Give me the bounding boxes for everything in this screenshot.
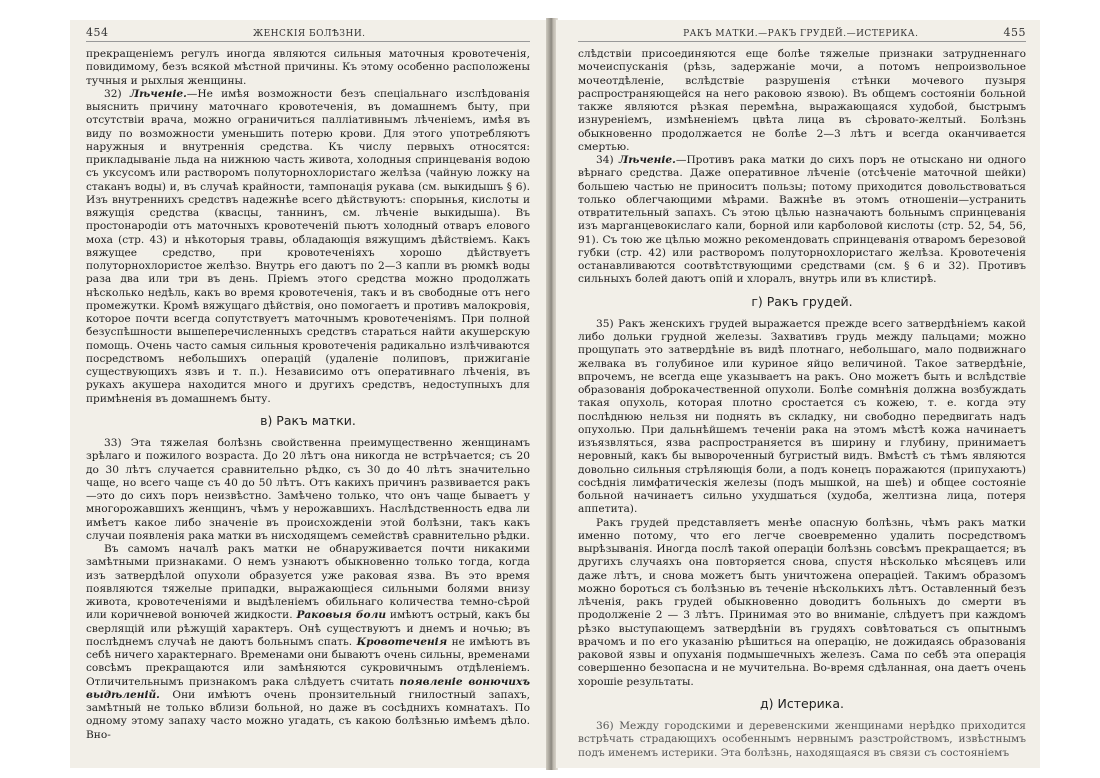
paragraph-text: Въ самомъ началѣ ракъ матки не обнаруживается почти никакими замѣтными признаками. О немъ узнаютъ обыкновенно только тогда, когда изъ затвердѣлой опухоли образуется уже раковая язва. Въ это время появляются тяжелые припадки, выражающіеся сильными болями внизу живота, кровотеченіями и выдѣленіемъ обильнаго количества темно-сѣрой или коричневой вонючей жидкости.: [86, 543, 530, 622]
right-page-number: 455: [1003, 26, 1026, 39]
italic-term-pains: Раковыя боли: [296, 609, 387, 622]
heading-treatment: Лѣченіе.: [129, 87, 187, 100]
left-page-number: 454: [86, 26, 109, 39]
left-running-header: [86, 26, 530, 42]
left-paragraph-33: 33) Эта тяжелая болѣзнь свойственна преимущественно женщинамъ зрѣлаго и пожилого возраста. До 20 лѣтъ она никогда не встрѣчается; съ 20 до 30 лѣтъ случается сравнительно рѣдко, съ 30 до 40 лѣтъ значительно чаще, но всего чаще съ 40 до 50 лѣтъ. Отъ какихъ причинъ развивается ракъ—это до сихъ поръ неизвѣстно. Замѣчено только, что онъ чаще бываетъ у многорожавшихъ женщинъ, чѣмъ у нерожавшихъ. Наслѣдственность едва ли имѣетъ какое либо значеніе въ происхожденіи этой болѣзни, такъ какъ случаи появленія рака матки въ нисходящемъ семействѣ сравнительно рѣдки.: [86, 437, 530, 542]
paragraph-number: 34): [596, 154, 619, 166]
paragraph-text: —Не имѣя возможности безъ спеціальнаго изслѣдованія выяснить причину маточнаго кровотеченія, въ домашнемъ быту, при отсутствіи врача, можно ограничиться палліативнымъ лѣченіемъ, имѣя въ виду по возможности уменьшить потерю крови. Для этого употребляютъ наружныя и внутреннія средства. Къ числу первыхъ относятся: прикладываніе льда на нижнюю часть живота, холодныя спринцеванія водою съ уксусомъ или растворомъ полуторнохлористаго желѣза (чайную ложку на стаканъ воды) и, въ случаѣ крайности, тампонація рукава (см. выкидышъ § 6). Изъ внутреннихъ средствъ надежнѣе всего дѣйствуютъ: спорынья, кислоты и вяжущія средства (квасцы, таннинъ, см. лѣченіе выкидыша). Въ простонародіи отъ маточныхъ кровотеченій пьютъ холодный отваръ елового моха (стр. 43) и нѣкоторыя травы, обладающія вяжущимъ дѣйствіемъ. Какъ вяжущее средство, при кровотеченіяхъ хорошо дѣйствуетъ полуторнохлористое желѣзо. Внутрь его даютъ по 2—3 капли въ рюмкѣ воды раза два или три въ день. Пріемъ этого средства можно продолжать нѣсколько недѣль, какъ во время кровотеченія, такъ и въ свободные отъ него промежутки. Кромѣ вяжущаго дѣйствія, оно помогаетъ и противъ малокровія, которое почти всегда сопутствуетъ маточнымъ кровотеченіямъ. При полной безуспѣшности вышеперечисленныхъ средствъ стараться найти акушерскую помощь. Очень часто самыя сильныя кровотеченія радикально излѣчиваются посредствомъ небольшихъ операцій (удаленіе полиповъ, прижиганіе существующихъ язвъ и т. п.). Независимо отъ оперативнаго лѣченія, въ рукахъ акушера находится много и другихъ средствъ, недоступныхъ для примѣненія въ домашнемъ быту.: [86, 87, 530, 405]
right-paragraph-prognosis: Ракъ грудей представляетъ менѣе опасную болѣзнь, чѣмъ ракъ матки именно потому, что его легче своевременно удалить посредствомъ вырѣзыванія. Иногда послѣ такой операціи болѣзнь совсѣмъ прекращается; въ другихъ случаяхъ она повторяется снова, спустя нѣсколько мѣсяцевъ или даже лѣтъ, и снова можетъ быть уничтожена операціей. Такимъ образомъ можно бороться съ болѣзнью въ теченіе нѣсколькихъ лѣтъ. Оставленный безъ лѣченія, ракъ грудей обыкновенно доводитъ больныхъ до смерти въ продолженіе 2 — 3 лѣтъ. Принимая это во вниманіе, слѣдуетъ при каждомъ рѣзко выступающемъ затвердѣніи въ грудяхъ совѣтоваться съ опытнымъ врачомъ и по его указанію рѣшиться на операцію, не дожидаясь образованія раковой язвы и опуханія подмышечныхъ железъ. Сама по себѣ эта операція совершенно безопасна и не мучительна. Во-время сдѣланная, она даетъ очень хорошіе результаты.: [578, 516, 1026, 688]
left-paragraph-32: [86, 88, 530, 406]
right-running-header: [578, 26, 1026, 42]
section-heading-breast-cancer: г) Ракъ грудей.: [751, 293, 853, 309]
left-paragraph-symptoms: [86, 543, 530, 742]
paragraph-text: Они имѣютъ очень пронзительный гнилостный запахъ, замѣтный не только вблизи больной, но даже въ сосѣднихъ комнатахъ. По одному этому запаху часто можно угадать, съ какою болѣзнью имѣемъ дѣло. Вно-: [86, 688, 530, 741]
right-header-title: РАКЪ МАТКИ.—РАКЪ ГРУДЕЙ.—ИСТЕРИКА.: [683, 29, 919, 39]
right-paragraph-1: слѣдствіи присоединяются еще болѣе тяжелые признаки затрудненнаго мочеиспусканія (рѣзь, задержаніе мочи, а потомъ непроизвольное мочеотдѣленіе, вслѣдствіе разрушенія стѣнки мочевого пузыря распространяющейся на него раковою язвою). Въ общемъ состояніи больной также являются рѣзкая перемѣна, выражающаяся худобой, быстрымъ изнуреніемъ, измѣненіемъ цвѣта лица въ сѣровато-желтый. Болѣзнь обыкновенно продолжается не болѣе 2—3 лѣтъ и всегда оканчивается смертью.: [578, 48, 1026, 153]
paragraph-text: имѣютъ острый, какъ бы сверлящій или рѣжущій характеръ. Онѣ существуютъ и днемъ и ночью; въ послѣднемъ случаѣ не даютъ больнымъ спать.: [86, 609, 530, 648]
right-page: [556, 20, 1040, 768]
section-heading-uterine-cancer: в) Ракъ матки.: [260, 412, 356, 428]
paragraph-number: 32): [104, 87, 130, 100]
italic-term-bleeding: Кровотеченія: [356, 635, 448, 648]
paragraph-text: не имѣютъ въ себѣ ничего характернаго. Временами они бываютъ очень сильны, временами совсѣмъ прекращаются или замѣняются сукровичнымъ отдѣленіемъ. Отличительнымъ признакомъ рака слѣдуетъ считать: [86, 635, 530, 688]
heading-treatment: Лѣченіе.: [618, 154, 676, 166]
left-header-title: ЖЕНСКІЯ БОЛѢЗНИ.: [252, 29, 366, 39]
section-heading-hysteria: д) Истерика.: [760, 695, 844, 711]
italic-term-discharge: появленіе вонючихъ выдѣленій.: [86, 675, 531, 701]
paragraph-text: —Противъ рака матки до сихъ поръ не отыскано ни одного вѣрнаго средства. Даже оперативное лѣченіе (отсѣченіе маточной шейки) большею частью не приноситъ пользы; потому приходится довольствоваться только облегчающими мѣрами. Важнѣе въ этомъ отношеніи—устранить отвратительный запахъ. Съ этою цѣлью назначаютъ больнымъ спринцеванія изъ марганцевокислаго кали, борной или карболовой кислоты (стр. 52, 54, 56, 91). Съ тою же цѣлью можно рекомендовать спринцеванія отваромъ березовой губки (стр. 42) или растворомъ полуторнохлористаго желѣза. Кровотеченія останавливаются соотвѣтствующими средствами (см. § 6 и 32). Противъ сильныхъ болей даютъ опій и хлоралъ, внутрь или въ клистирѣ.: [578, 154, 1027, 286]
left-paragraph-1: прекращеніемъ регулъ иногда являются сильныя маточныя кровотеченія, повидимому, безъ всякой мѣстной причины. Къ этому особенно расположены тучныя и рыхлыя женщины.: [86, 48, 530, 87]
left-page: [70, 20, 548, 768]
right-paragraph-36: 36) Между городскими и деревенскими женщинами нерѣдко приходится встрѣчать страдающихъ особеннымъ нервнымъ разстройствомъ, извѣстнымъ подъ именемъ истерики. Эта болѣзнь, находящаяся въ связи съ состояніемъ: [578, 720, 1026, 759]
right-body: [578, 48, 1026, 760]
right-paragraph-35: 35) Ракъ женскихъ грудей выражается прежде всего затвердѣніемъ какой либо дольки грудной железы. Захвативъ грудь между пальцами; можно прощупать это затвердѣніе въ видѣ плотнаго, небольшаго, мало подвижнаго желвака въ голубиное или куриное яйцо величиной. Такое затвердѣніе, впрочемъ, не всегда еще указываетъ на ракъ. Оно можетъ быть и вслѣдствіе образованія доброкачественной опухоли. Болѣе сомнѣнія должна возбуждать такая опухоль, которая плотно сростается съ кожею, т. е. когда эту послѣднюю нельзя ни поднять въ складку, ни свободно передвигать надъ опухолью. При дальнѣйшемъ теченіи рака на этомъ мѣстѣ кожа начинаетъ изъязвляться, язва распространяется въ ширину и глубину, принимаетъ неровный, какъ бы вывороченный бугристый видъ. Вмѣстѣ съ тѣмъ являются довольно сильныя стрѣляющія боли, а подъ конецъ поражаются (припухаютъ) сосѣднія лимфатическія железы (подъ мышкой, на шеѣ) и общее состояніе больной начинаетъ сильно ухудшаться (худоба, желтизна лица, потеря аппетита).: [578, 317, 1026, 516]
right-paragraph-34: [578, 154, 1026, 287]
left-body: [86, 48, 530, 742]
